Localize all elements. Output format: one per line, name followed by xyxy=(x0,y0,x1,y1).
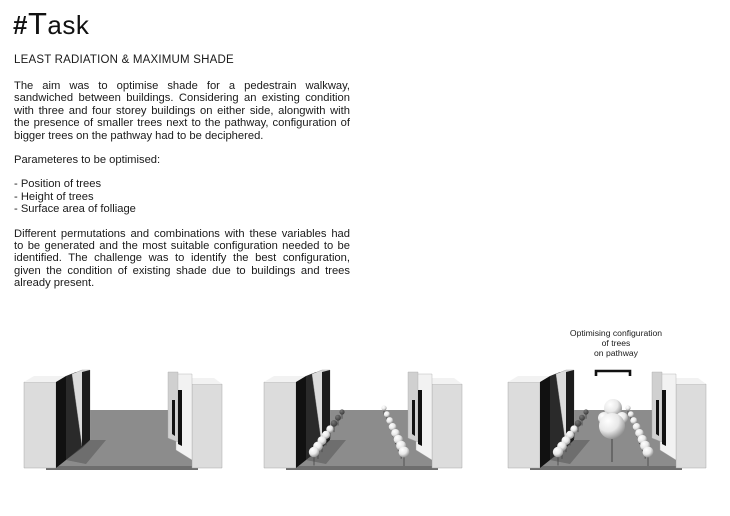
building-shadow-face xyxy=(656,400,659,436)
parameter-item: - Position of trees xyxy=(14,178,102,191)
tree-canopy xyxy=(381,405,386,410)
tree-canopy xyxy=(643,447,654,458)
building-shadow-face xyxy=(412,400,415,436)
building xyxy=(264,382,296,468)
building-roof xyxy=(672,378,706,384)
building-shadow-face xyxy=(662,390,666,446)
ground-edge xyxy=(286,466,438,470)
scene-optimised-trees xyxy=(500,360,712,472)
tree-canopy xyxy=(399,447,410,458)
tree-canopy-dark xyxy=(575,420,582,427)
title-rest: ask xyxy=(47,10,90,40)
tree-canopy-dark xyxy=(579,415,585,421)
building-roof xyxy=(188,378,222,384)
title-hash: # xyxy=(13,10,28,40)
tree-canopy-dark xyxy=(335,415,341,421)
tree-canopy xyxy=(386,417,393,424)
section-subtitle: LEAST RADIATION & MAXIMUM SHADE xyxy=(14,54,234,66)
big-tree-canopy xyxy=(599,413,625,439)
building-shadow-face xyxy=(178,390,182,446)
intro-paragraph: The aim was to optimise shade for a pedestrain walkway, sandwiched between buildings. Considering an existing condition with three and four storey buildings on either side, alongwith with the presence of smaller trees next to the pathway, configuration of bigger trees on the pathway had to be deciphered. xyxy=(14,80,350,142)
building-shadow-face xyxy=(418,390,422,446)
pathway-bracket xyxy=(596,371,630,376)
building xyxy=(676,384,706,468)
scene-existing-buildings xyxy=(16,360,228,472)
tree-canopy xyxy=(628,411,634,417)
tree-canopy xyxy=(630,417,637,424)
title-initial: T xyxy=(27,6,48,41)
figure-caption xyxy=(546,328,686,358)
page-title xyxy=(13,6,89,42)
building-shadow-face xyxy=(56,376,66,468)
tree-canopy-dark xyxy=(331,420,338,427)
caption-line: Optimising configuration xyxy=(569,328,663,338)
building-shadow-face xyxy=(296,376,306,468)
outro-paragraph: Different permutations and combinations with these variables had to be generated and the most suitable configuration needed to be identified. The challenge was to identify the best configuration, given the condition of existing shade due to buildings and trees already present. xyxy=(14,227,350,290)
tree-canopy xyxy=(553,447,563,457)
building-shadow-face xyxy=(172,400,175,436)
building xyxy=(508,382,540,468)
building-roof xyxy=(428,378,462,384)
parameters-heading: Parameteres to be optimised: xyxy=(14,154,161,167)
tree-canopy-dark xyxy=(339,409,344,414)
building-shadow-face xyxy=(540,376,550,468)
tree-canopy xyxy=(625,405,630,410)
parameter-item: - Height of trees xyxy=(14,190,94,203)
description-block xyxy=(14,80,350,290)
building xyxy=(192,384,222,468)
caption-line: on pathway xyxy=(594,348,638,358)
parameter-item: - Surface area of folliage xyxy=(14,203,136,216)
building xyxy=(24,382,56,468)
ground-edge xyxy=(46,466,198,470)
building xyxy=(432,384,462,468)
tree-canopy xyxy=(309,447,319,457)
tree-canopy-dark xyxy=(583,409,588,414)
building-shadow-face xyxy=(82,370,90,448)
scene-small-trees xyxy=(256,360,468,472)
parameters-list xyxy=(14,178,350,215)
caption-line: of trees xyxy=(601,338,631,348)
ground-edge xyxy=(530,466,682,470)
tree-canopy xyxy=(384,411,390,417)
